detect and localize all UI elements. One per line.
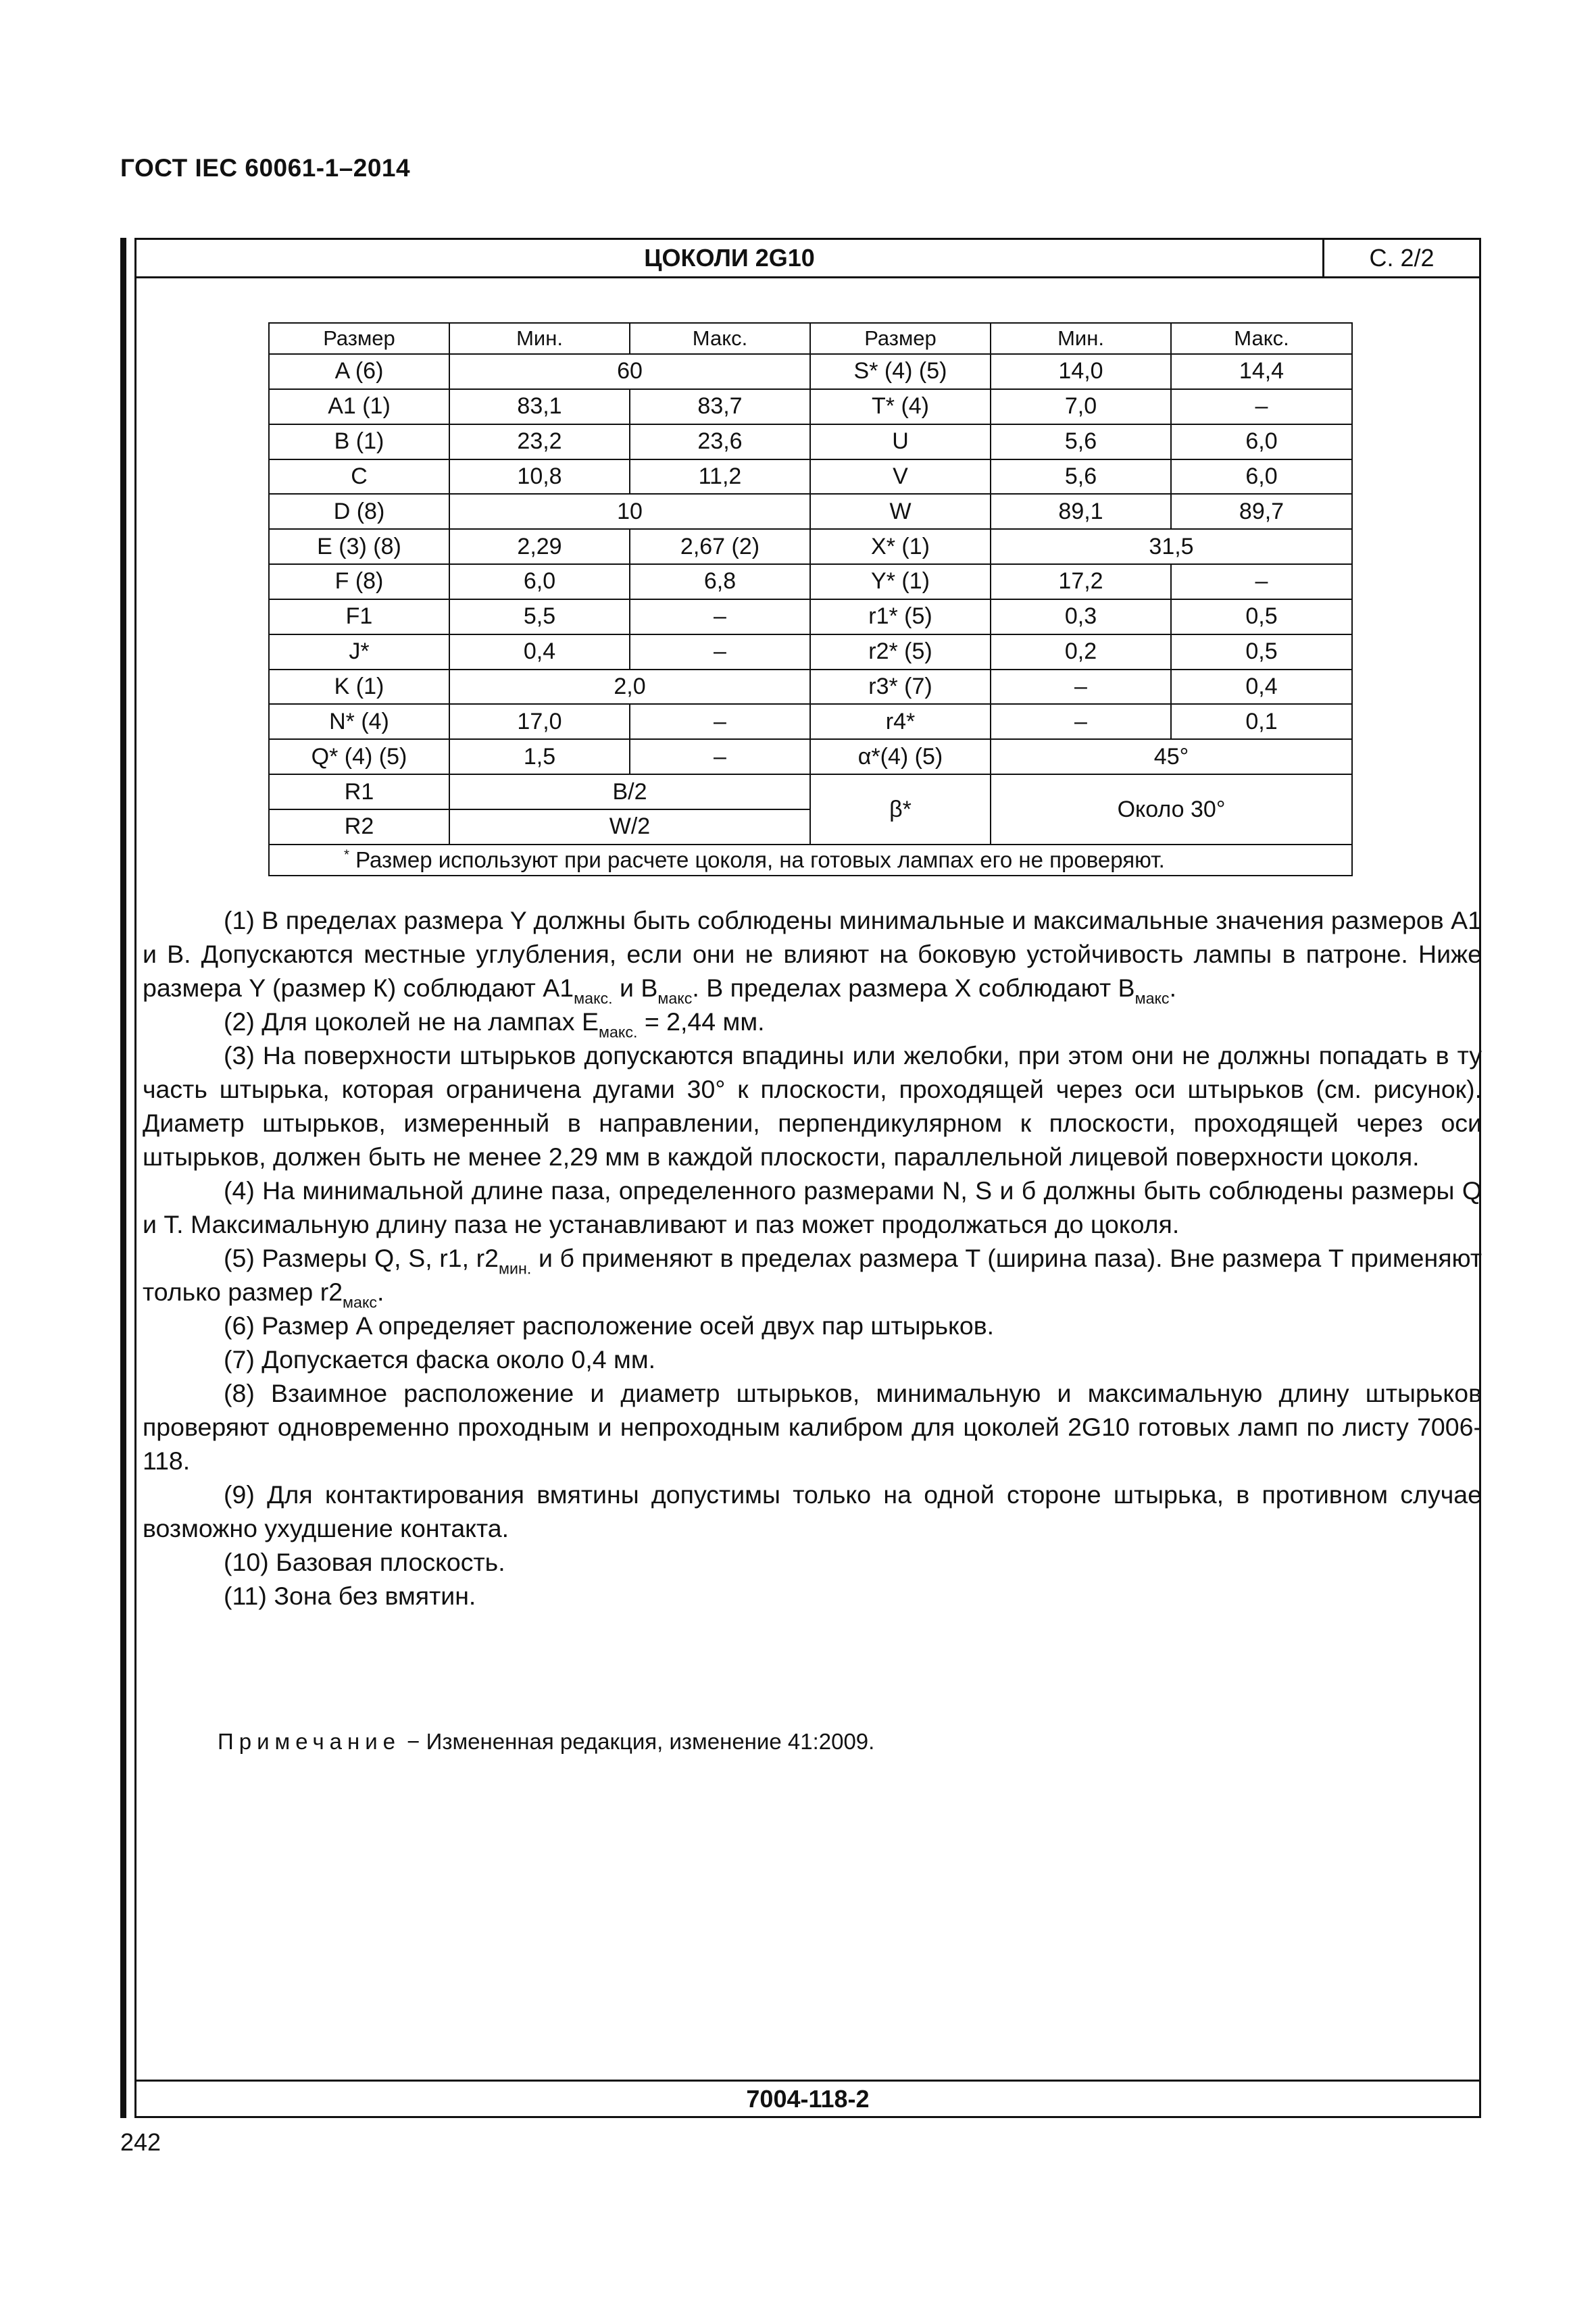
table-cell: 89,1 [991,494,1171,529]
note-1: (1) В пределах размера Y должны быть соблюдены минимальные и максимальные значения размеров A1 и B. Допускаются местные углубления, если они не влияют на боковую устойчивость лампы в патроне. Ниже размера Y (размер К) соблюдают $A1_{макс.}$ и $B_{макс}$. В пределах размера X соблюдают $B_{макс}$. [143,906,1482,1007]
table-cell: 0,4 [449,634,630,670]
table-cell: Около 30° [991,774,1352,845]
table-cell: 0,5 [1171,599,1352,634]
table-row [269,494,1352,529]
table-cell: 31,5 [991,529,1352,564]
table-row [269,354,1352,389]
table-header-row [269,323,1352,354]
table-row [269,634,1352,670]
note-2: (2) Для цоколей не на лампах $E_{макс.} = 2,44$ мм. [224,1007,765,1041]
table-cell: A (6) [269,354,449,389]
table-cell: 5,6 [991,424,1171,459]
table-cell: N* (4) [269,704,449,739]
table-cell: Y* (1) [810,564,991,599]
note-10: (10) Базовая плоскость. [224,1548,505,1576]
table-cell: – [991,670,1171,705]
table-cell: 83,7 [630,389,810,424]
table-cell: U [810,424,991,459]
table-cell: r2* (5) [810,634,991,670]
table-cell: 10,8 [449,459,630,495]
table-cell: V [810,459,991,495]
table-cell: 14,4 [1171,354,1352,389]
table-cell: 14,0 [991,354,1171,389]
table-cell: 0,5 [1171,634,1352,670]
table-row [269,774,1352,809]
header-cell: Мин. [991,323,1171,354]
table-cell: 89,7 [1171,494,1352,529]
table-cell: – [630,634,810,670]
notes-block [143,903,1482,1613]
table-cell: W/2 [449,809,810,845]
table-cell: S* (4) (5) [810,354,991,389]
table-cell: 17,0 [449,704,630,739]
table-cell: 2,0 [449,670,810,705]
header-cell: Макс. [1171,323,1352,354]
note-3: (3) На поверхности штырьков допускаются впадины или желобки, при этом они не должны попадать в ту часть штырька, которая ограничена дугами 30° к плоскости, проходящей через оси штырьков (см. рисунок). Диаметр штырьков, измеренный в направлении, перпендикулярном к плоскости, проходящей через оси штырьков, должен быть не менее 2,29 мм в каждой плоскости, параллельной лицевой поверхности цоколя. [143,1041,1482,1171]
table-cell: 0,2 [991,634,1171,670]
table-cell: R1 [269,774,449,809]
table-row [269,599,1352,634]
table-cell: 2,67 (2) [630,529,810,564]
table-cell: X* (1) [810,529,991,564]
table-footnote-row [269,845,1352,876]
table-cell: 17,2 [991,564,1171,599]
table-cell: 83,1 [449,389,630,424]
table-row [269,704,1352,739]
table-cell: 6,0 [1171,424,1352,459]
standard-designation: ГОСТ IEC 60061-1–2014 [120,154,411,182]
table-cell: B (1) [269,424,449,459]
table-cell: W [810,494,991,529]
table-cell: 10 [449,494,810,529]
table-row [269,529,1352,564]
table-cell: 6,0 [449,564,630,599]
table-cell: 60 [449,354,810,389]
table-cell: 0,1 [1171,704,1352,739]
title-row [136,240,1479,278]
header-cell: Размер [269,323,449,354]
note-11: (11) Зона без вмятин. [224,1582,476,1610]
table-cell: – [630,739,810,774]
table-cell: 6,0 [1171,459,1352,495]
change-bar [120,238,126,2118]
note-9: (9) Для контактирования вмятины допустимы только на одной стороне штырька, в противном случае возможно ухудшение контакта. [143,1480,1482,1542]
note-6: (6) Размер A определяет расположение осей двух пар штырьков. [224,1311,995,1340]
table-cell: r1* (5) [810,599,991,634]
table-cell: β* [810,774,991,845]
table-cell: 5,5 [449,599,630,634]
table-row [269,739,1352,774]
table-cell: 0,4 [1171,670,1352,705]
table-cell: E (3) (8) [269,529,449,564]
table-cell: r3* (7) [810,670,991,705]
table-cell: – [1171,564,1352,599]
table-row [269,670,1352,705]
table-cell: F1 [269,599,449,634]
table-row [269,389,1352,424]
remark-label: Примечание [218,1729,401,1754]
table-cell: R2 [269,809,449,845]
header-cell: Мин. [449,323,630,354]
note-8: (8) Взаимное расположение и диаметр штырьков, минимальную и максимальную длину штырьков проверяют одновременно проходным и непроходным калибром для цоколей 2G10 готовых ламп по листу 7006-118. [143,1379,1482,1475]
table-cell: J* [269,634,449,670]
table-cell: – [1171,389,1352,424]
table-cell: 11,2 [630,459,810,495]
table-cell: 5,6 [991,459,1171,495]
table-cell: T* (4) [810,389,991,424]
table-row [269,459,1352,495]
table-cell: – [991,704,1171,739]
table-cell: 23,6 [630,424,810,459]
table-cell: D (8) [269,494,449,529]
remark-text: − Измененная редакция, изменение 41:2009. [401,1729,875,1754]
note-5: (5) Размеры Q, S, r1, $r2_{мин.}$ и б применяют в пределах размера T (ширина паза). Вне размера T применяют только размер $r2_{макс}$. [143,1244,1482,1311]
sheet-frame [134,238,1481,2118]
sheet-number-row [136,2080,1479,2116]
table-cell: K (1) [269,670,449,705]
table-row [269,564,1352,599]
note-7: (7) Допускается фаска около 0,4 мм. [224,1345,656,1374]
header-cell: Размер [810,323,991,354]
table-cell: r4* [810,704,991,739]
note-4: (4) На минимальной длине паза, определенного размерами N, S и б должны быть соблюдены размеры Q и T. Максимальную длину паза не устанавливают и паз может продолжаться до цоколя. [143,1176,1482,1238]
sheet-page: С. 2/2 [1369,244,1435,272]
sheet-number: 7004-118-2 [746,2085,870,2113]
table-cell: 1,5 [449,739,630,774]
header-cell: Макс. [630,323,810,354]
table-footnote [269,845,1352,876]
dimensions-table [268,322,1353,876]
table-cell: 2,29 [449,529,630,564]
table-cell: A1 (1) [269,389,449,424]
page-number: 242 [120,2128,161,2156]
table-cell: 0,3 [991,599,1171,634]
table-cell: 6,8 [630,564,810,599]
table-cell: 7,0 [991,389,1171,424]
table-cell: 45° [991,739,1352,774]
footnote-mark: * [344,847,349,863]
table-cell: B/2 [449,774,810,809]
table-row [269,424,1352,459]
table-cell: F (8) [269,564,449,599]
table-cell: α*(4) (5) [810,739,991,774]
table-cell: 23,2 [449,424,630,459]
table-cell: Q* (4) (5) [269,739,449,774]
table-cell: – [630,704,810,739]
table-cell: C [269,459,449,495]
table-cell: – [630,599,810,634]
sheet-title: ЦОКОЛИ 2G10 [644,244,815,272]
footnote-text: Размер используют при расчете цоколя, на готовых лампах его не проверяют. [355,847,1165,872]
remark [218,1729,874,1755]
